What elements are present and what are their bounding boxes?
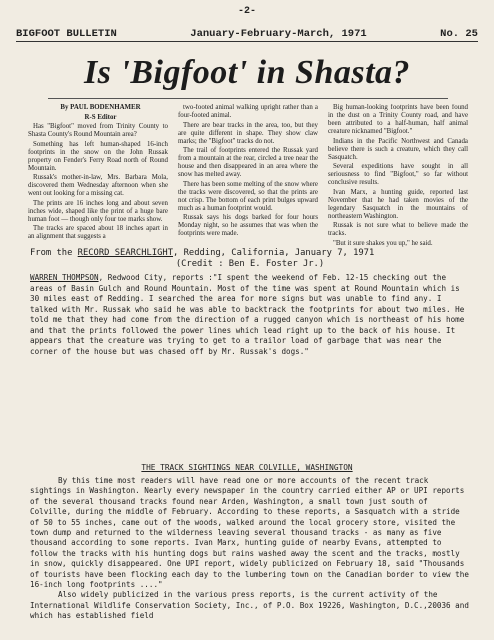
paragraph: Several expeditions have sought in all seriousness to find "Bigfoot," so far without conclusive results. [328,163,468,186]
source-credit: (Credit : Ben E. Foster Jr.) [175,259,325,269]
paragraph: Ivan Marx, a hunting guide, reported last November that he had taken movies of the legendary Sasquatch in the mountains of northeastern Washington. [328,188,468,220]
paragraph: two-footed animal walking upright rather than a four-footed animal. [178,104,318,119]
paragraph: There has been some melting of the snow where the tracks were discovered, so that the prints are not crisp. The bottom of each print bulges upward much as a human footprint would. [178,180,318,212]
paragraph: The prints are 16 inches long and about seven inches wide, shaped like the print of a huge bare human foot — though only four toe marks show. [28,199,168,223]
paragraph: By this time most readers will have read one or more accounts of the recent track sightings in Washington. Nearly every newspaper in the country carried either AP or UPI reports of the several thousand tracks found near Arden, Washington, a small town just south of Colville, during the middle of February. According to these reports, a Sasquatch with a stride of 50 to 55 inches, came out of the woods, walked around the local grocery store, visited the town dump and returned to the wilderness leaving several thousand tracks - as many as five thousand according to some reports. Ivan Marx, hunting guide of nearby Evans, attempted to follow the tracks with his hunting dogs but rains washed away the scent and the tracks, mostly in snow, quickly disappeared. One UPI report, widely publicized on February 18, said "Thousands of tourists have been flocking each day to the lumbering town on the Canadian border to view the 16-inch long footprints ...." [30,476,469,590]
clipping-column-1 [28,104,168,248]
report-paragraph [30,273,470,357]
header-title: BIGFOOT BULLETIN [16,28,117,40]
clipping-column-2 [178,104,318,248]
byline: By PAUL BODENHAMER [60,104,141,111]
paragraph: Indians in the Pacific Northwest and Canada believe there is such a creature, which they call Sasquatch. [328,137,468,161]
clipping-columns [28,104,468,248]
paragraph: There are bear tracks in the area, too, but they are quite different in shape. They show claw marks; the "Bigfoot" tracks do not. [178,121,318,145]
page-number: -2- [237,6,256,17]
section-title: THE TRACK SIGHTINGS NEAR COLVILLE, WASHINGTON [141,463,353,472]
source-paper: RECORD SEARCHLIGHT [77,248,174,258]
report-text: , Redwood City, reports :"I spent the weekend of Feb. 12-15 checking out the areas of Basin Gulch and Round Mountain. Most of the time was spent at Round Mountain which is 30 miles east of Redding. I searched the area for more signs but was unable to find any. I talked with Mr. Russak who said he was able to backtrack the footprints for about two miles. He told me that they had come from the direction of a rugged canyon which is northeast of his home and that the prints followed the power lines which lead right up to the back of his house. It appears that the creature was trying to get to a trailor load of garbage that was near the corner of the house but was chased off by Mr. Russak's dogs." [30,273,465,356]
bulletin-header [16,28,478,42]
paragraph: "But it sure shakes you up," he said. [333,239,433,247]
paragraph: Also widely publicized in the various press reports, is the current activity of the International Wildlife Conservation Society, Inc., of P.O. Box 19226, Washington, D.C.,20036 and which has established field [30,590,469,621]
thompson-report [30,273,470,357]
header-issue: No. 25 [440,28,478,40]
paragraph: Has "Bigfoot" moved from Trinity County to Shasta County's Round Mountain area? [28,123,168,138]
paragraph: Russak is not sure what to believe made the tracks. [328,222,468,237]
paragraph: Something has left human-shaped 16-inch footprints in the snow on the John Russak property on Fender's Ferry Road north of Round Mountain. [28,140,168,172]
paragraph: The tracks are spaced about 18 inches apart in an alignment that suggests a [28,225,168,240]
paragraph: Russak's mother-in-law, Mrs. Barbara Mola, discovered them Wednesday afternoon when she went out looking for a missing cat. [28,174,168,197]
reporter-name: WARREN THOMPSON [30,273,99,282]
article-headline: Is 'Bigfoot' in Shasta? [83,54,411,91]
paragraph: Russak says his dogs barked for four hours Monday night, so he assumes that was when the footprints were made. [178,214,318,237]
byline-role: R-S Editor [84,113,117,121]
source-prefix: From the [30,248,78,258]
section-body [30,476,470,622]
clipping-column-3 [328,104,468,248]
paragraph: Big human-looking footprints have been found in the dust on a Trinity County road, and have been attributed to a half-human, half animal creature nicknamed "Bigfoot." [328,104,468,135]
headline-rule [48,98,448,99]
header-date: January-February-March, 1971 [190,28,367,40]
paragraph: The trail of footprints entered the Russak yard from a mountain at the rear, circled a tree near the house and then disappeared in an area where the snow has melted away. [178,147,318,178]
source-citation [30,248,470,270]
source-details: , Redding, California, January 7, 1971 [173,248,375,258]
source-line [30,248,470,259]
